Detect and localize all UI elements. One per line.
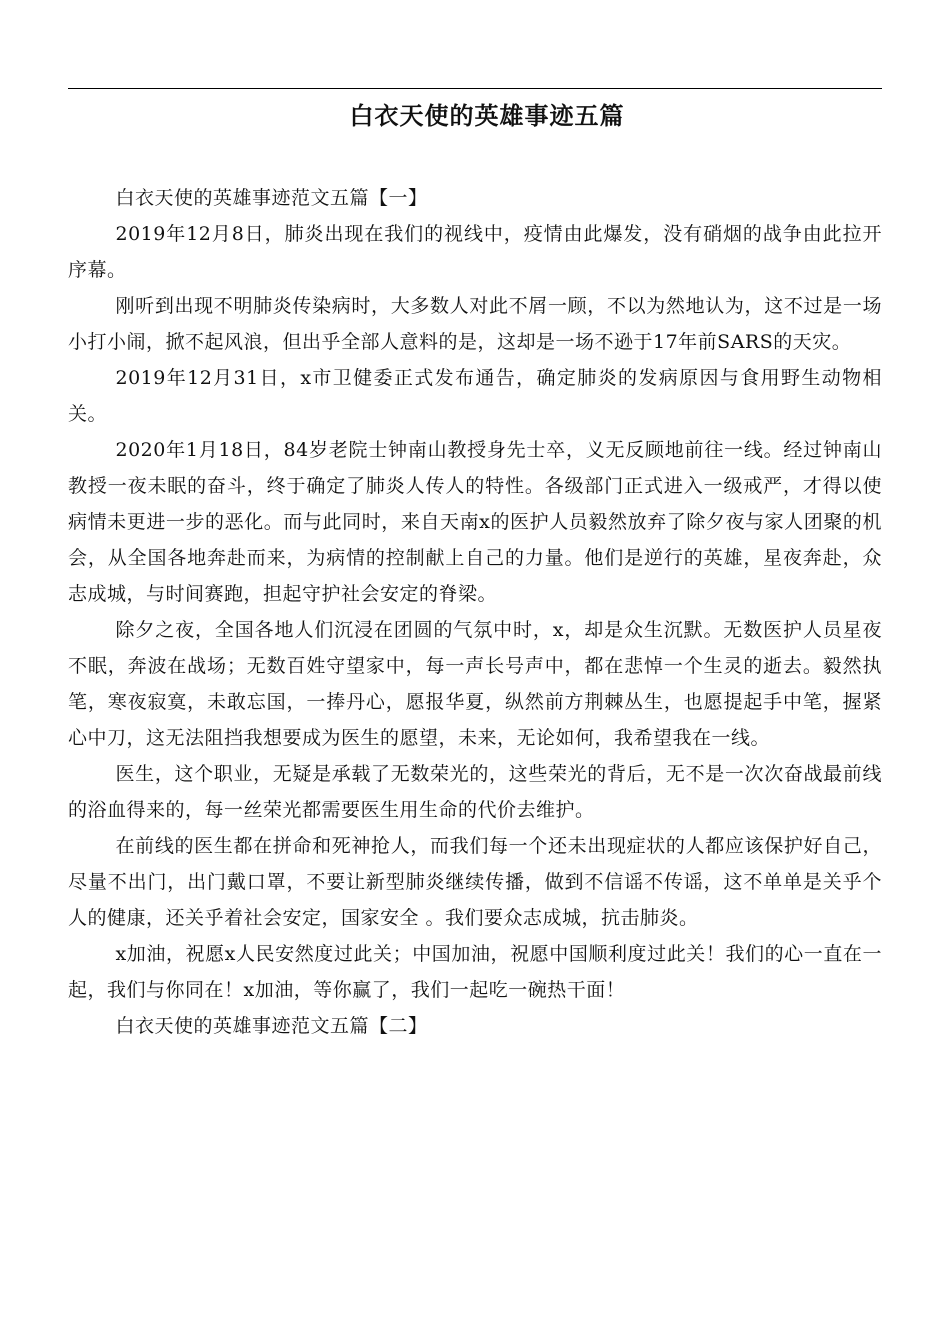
document-title: 白衣天使的英雄事迹五篇	[349, 102, 625, 130]
section-heading-two: 白衣天使的英雄事迹范文五篇【二】	[115, 1015, 428, 1037]
paragraph: 除夕之夜，全国各地人们沉浸在团圆的气氛中时，x，却是众生沉默。无数医护人员星夜不眠，奔波在战场；无数百姓守望家中，每一声长号声中，都在悲悼一个生灵的逝去。毅然执笔，寒夜寂寞，未敢忘国，一捧丹心，愿报华夏，纵然前方荆棘丛生，也愿提起手中笔，握紧心中刀，这无法阻挡我想要成为医生的愿望，未来，无论如何，我希望我在一线。	[68, 619, 882, 749]
paragraph: 在前线的医生都在拼命和死神抢人，而我们每一个还未出现症状的人都应该保护好自己，尽量不出门，出门戴口罩，不要让新型肺炎继续传播，做到不信谣不传谣，这不单单是关乎个人的健康，还关乎着社会安定，国家安全 。我们要众志成城，抗击肺炎。	[68, 835, 882, 929]
paragraph: 刚听到出现不明肺炎传染病时，大多数人对此不屑一顾，不以为然地认为，这不过是一场小打小闹，掀不起风浪，但出乎全部人意料的是，这却是一场不逊于17年前SARS的天灾。	[68, 295, 882, 353]
section-heading-one: 白衣天使的英雄事迹范文五篇【一】	[115, 187, 428, 209]
header-rule	[68, 88, 882, 89]
document-body	[68, 180, 882, 1044]
paragraph: 2020年1月18日，84岁老院士钟南山教授身先士卒，义无反顾地前往一线。经过钟南山教授一夜未眠的奋斗，终于确定了肺炎人传人的特性。各级部门正式进入一级戒严，才得以使病情未更进一步的恶化。而与此同时，来自天南x的医护人员毅然放弃了除夕夜与家人团聚的机会，从全国各地奔赴而来，为病情的控制献上自己的力量。他们是逆行的英雄，星夜奔赴，众志成城，与时间赛跑，担起守护社会安定的脊梁。	[68, 439, 882, 605]
paragraph: 2019年12月8日，肺炎出现在我们的视线中，疫情由此爆发，没有硝烟的战争由此拉开序幕。	[68, 223, 882, 281]
paragraph: 2019年12月31日，x市卫健委正式发布通告，确定肺炎的发病原因与食用野生动物相关。	[68, 367, 882, 425]
paragraph: 医生，这个职业，无疑是承载了无数荣光的，这些荣光的背后，无不是一次次奋战最前线的浴血得来的，每一丝荣光都需要医生用生命的代价去维护。	[68, 763, 882, 821]
paragraph: x加油，祝愿x人民安然度过此关；中国加油，祝愿中国顺利度过此关！我们的心一直在一起，我们与你同在！x加油，等你赢了，我们一起吃一碗热干面！	[68, 943, 882, 1001]
